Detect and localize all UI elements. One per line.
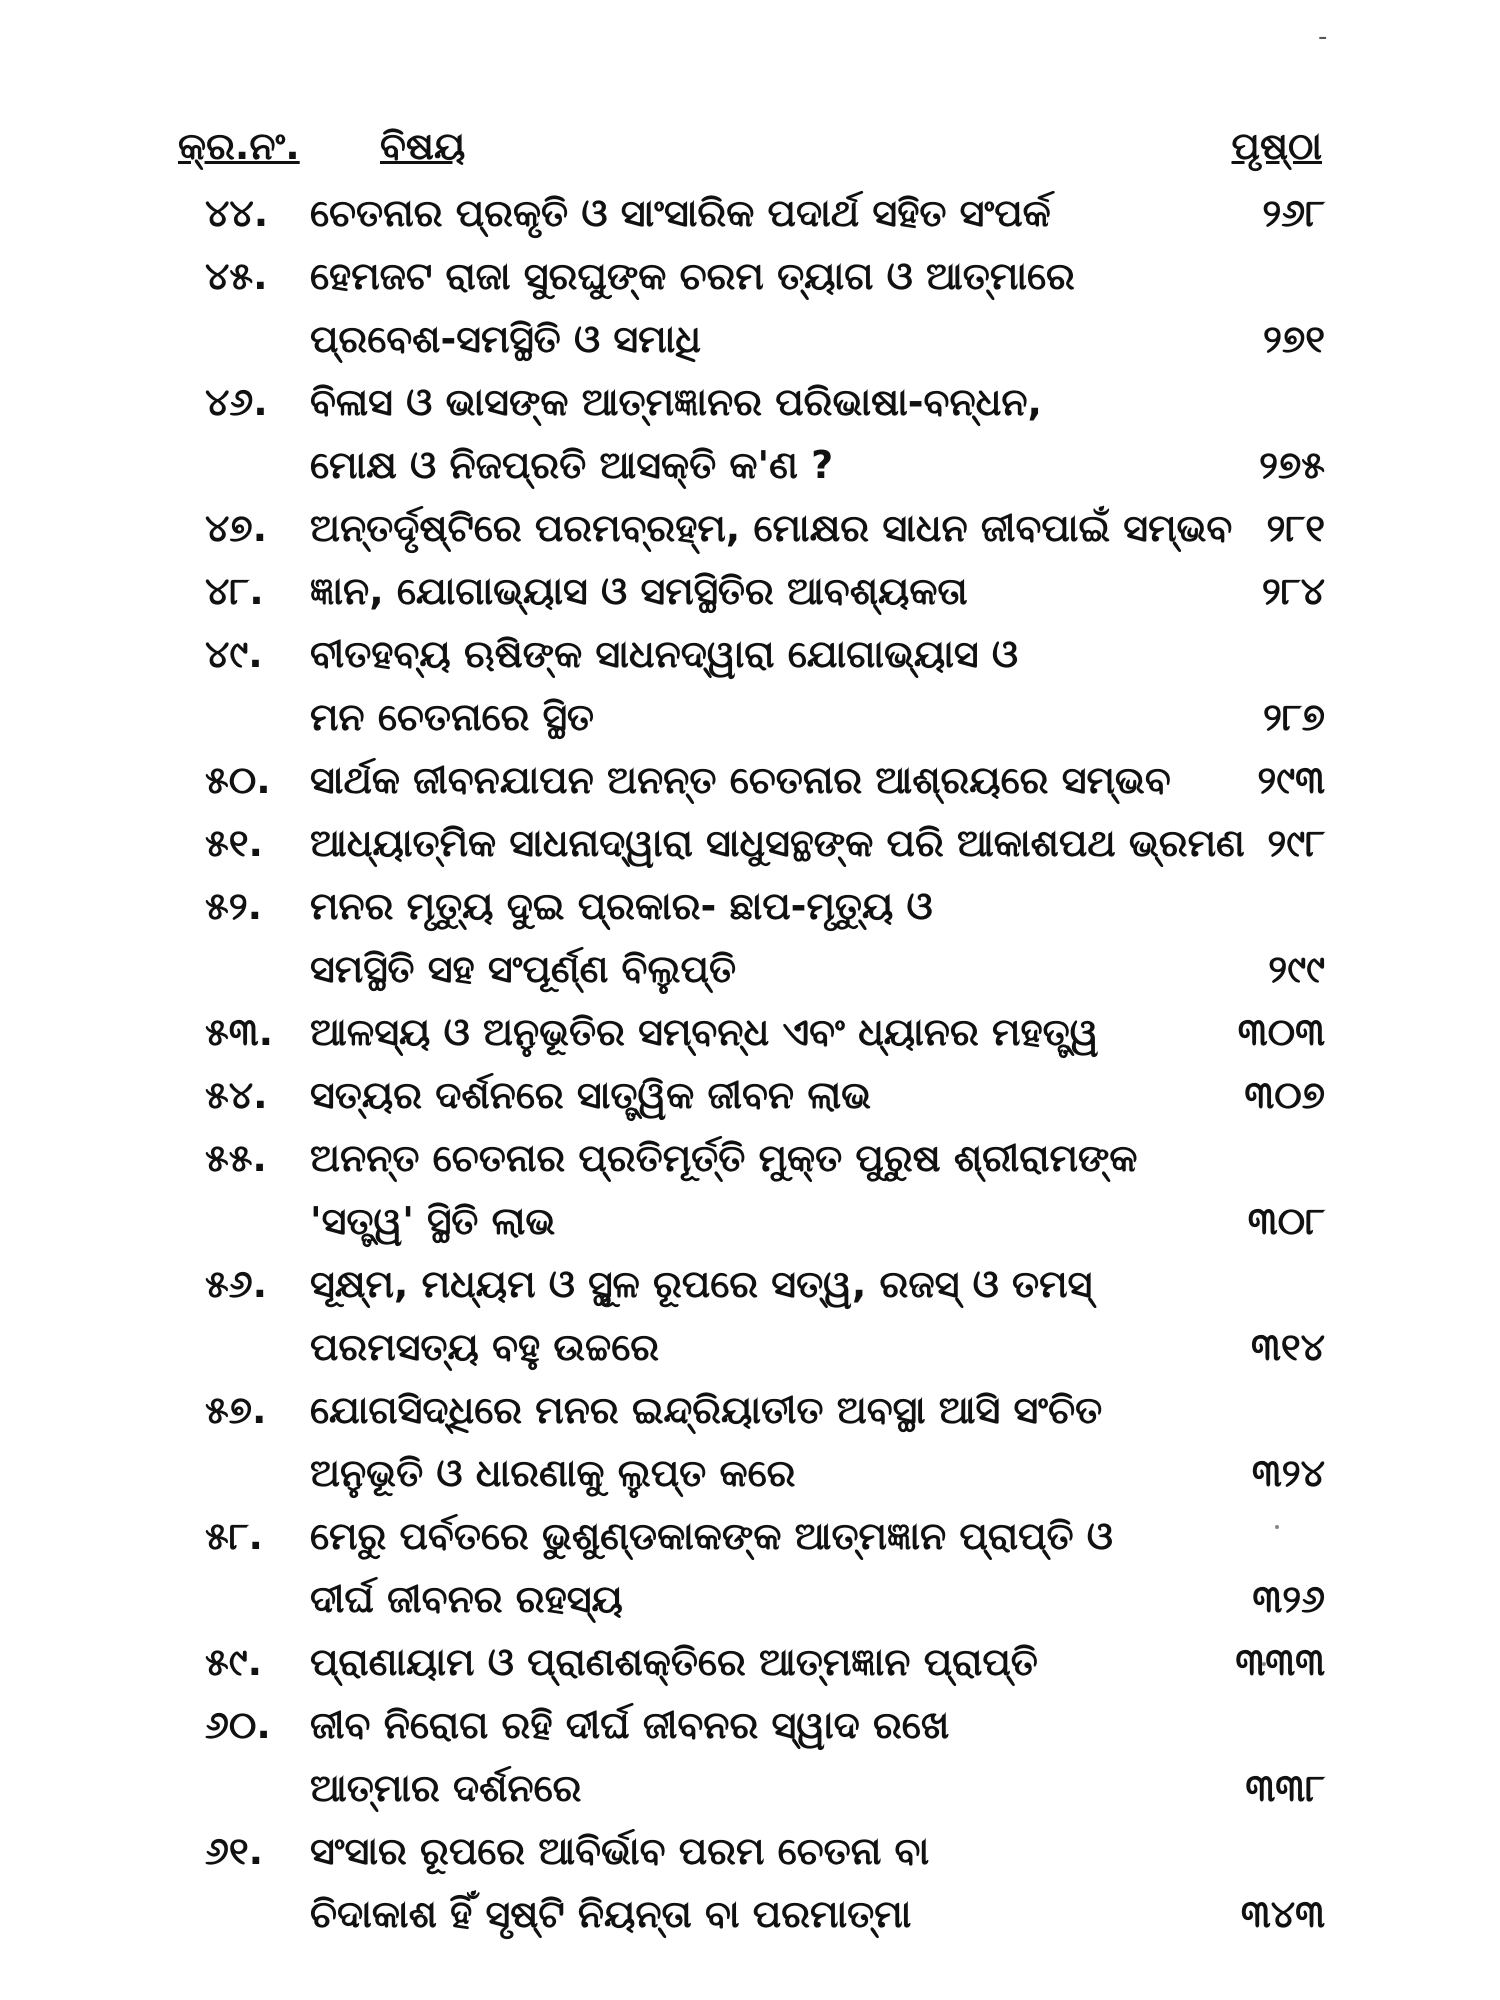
toc-entry — [0, 623, 1500, 749]
toc-entry-line — [0, 434, 1500, 497]
toc-entry-line — [0, 686, 1500, 749]
entry-page-number: ୨୭୫ — [1259, 443, 1325, 487]
toc-entry — [0, 182, 1500, 245]
toc-entry-line — [0, 938, 1500, 1001]
entry-title: ସାର୍ଥକ ଜୀବନଯାପନ ଅନନ୍ତ ଚେତନାର ଆଶ୍ରୟରେ ସମ୍ଭବ — [310, 758, 1171, 802]
entry-number: ୪୬. — [205, 380, 268, 424]
entry-page-number: ୩୦୭ — [1244, 1073, 1325, 1117]
toc-entry-line — [0, 245, 1500, 308]
entry-title: ଯୋଗସିଦ୍ଧିରେ ମନର ଇନ୍ଦ୍ରିୟାତୀତ ଅବସ୍ଥା ଆସି ସଂଚିତ — [310, 1388, 1103, 1432]
entry-title: ଅନୁଭୂତି ଓ ଧାରଣାକୁ ଲୁପ୍ତ କରେ — [310, 1451, 796, 1495]
toc-entry — [0, 1820, 1500, 1946]
entry-title: ମନର ମୃତ୍ୟୁ ଦୁଇ ପ୍ରକାର- ଛାପ-ମୃତ୍ୟୁ ଓ — [310, 884, 933, 928]
toc-entry — [0, 1127, 1500, 1253]
entry-page-number: ୨୮୭ — [1262, 695, 1325, 739]
toc-entry-line — [0, 560, 1500, 623]
entry-title: ଆଧ୍ୟାତ୍ମିକ ସାଧନାଦ୍ୱାରା ସାଧୁସନ୍ଥଙ୍କ ପରି ଆକାଶପଥ ଭ୍ରମଣ — [310, 821, 1245, 865]
toc-entry — [0, 1694, 1500, 1820]
entry-page-number: ୨୯୮ — [1267, 821, 1325, 865]
toc-entry-line — [0, 1505, 1500, 1568]
page-corner-mark: - — [1318, 22, 1328, 52]
toc-entry-line — [0, 1757, 1500, 1820]
toc-entry — [0, 1505, 1500, 1631]
table-of-contents — [0, 182, 1500, 1946]
entry-page-number: ୨୮୧ — [1266, 506, 1325, 550]
entry-page-number: ୨୯୩ — [1257, 758, 1325, 802]
toc-entry-line — [0, 182, 1500, 245]
entry-page-number: ୨୬୮ — [1262, 191, 1325, 235]
serial-number-heading: କ୍ର.ନଂ. — [178, 124, 300, 168]
entry-title: ଜୀବ ନିରୋଗ ରହି ଦୀର୍ଘ ଜୀବନର ସ୍ୱାଦ ରଖେ — [310, 1703, 950, 1747]
entry-title: ବୀତହବ୍ୟ ଋଷିଙ୍କ ସାଧନଦ୍ୱାରା ଯୋଗାଭ୍ୟାସ ଓ — [310, 632, 1019, 676]
toc-entry-line — [0, 1442, 1500, 1505]
toc-entry-line — [0, 1316, 1500, 1379]
toc-entry — [0, 1064, 1500, 1127]
toc-entry-line — [0, 371, 1500, 434]
entry-title: ଚେତନାର ପ୍ରକୃତି ଓ ସାଂସାରିକ ପଦାର୍ଥ ସହିତ ସଂପର୍କ — [310, 191, 1051, 235]
toc-entry — [0, 875, 1500, 1001]
entry-number: ୫୪. — [205, 1073, 268, 1117]
toc-entry — [0, 1253, 1500, 1379]
entry-number: ୫୦. — [205, 758, 271, 802]
entry-page-number: ୩୧୪ — [1250, 1325, 1325, 1369]
toc-entry-line — [0, 497, 1500, 560]
entry-number: ୫୩. — [205, 1010, 274, 1054]
toc-entry-line — [0, 1379, 1500, 1442]
entry-title: ସମସ୍ଥିତି ସହ ସଂପୂର୍ଣ୍ଣ ବିଲୁପ୍ତି — [310, 947, 737, 991]
entry-number: ୪୭. — [205, 506, 268, 550]
toc-entry — [0, 812, 1500, 875]
toc-entry — [0, 1379, 1500, 1505]
entry-number: ୫୨. — [205, 884, 263, 928]
toc-entry — [0, 749, 1500, 812]
toc-entry-line — [0, 1253, 1500, 1316]
toc-entry-line — [0, 1064, 1500, 1127]
entry-title: ବିଳାସ ଓ ଭାସଙ୍କ ଆତ୍ମଜ୍ଞାନର ପରିଭାଷା-ବନ୍ଧନ, — [310, 380, 1042, 424]
entry-title: ସୂକ୍ଷ୍ମ, ମଧ୍ୟମ ଓ ସ୍ଥୂଳ ରୂପରେ ସତ୍ୱ, ରଜସ୍ ଓ ତମସ୍ — [310, 1262, 1093, 1306]
entry-title: ସଂସାର ରୂପରେ ଆବିର୍ଭାବ ପରମ ଚେତନା ବା — [310, 1829, 930, 1873]
entry-title: ମୋକ୍ଷ ଓ ନିଜପ୍ରତି ଆସକ୍ତି କ'ଣ ? — [310, 443, 834, 487]
toc-entry-line — [0, 1694, 1500, 1757]
toc-entry — [0, 1001, 1500, 1064]
entry-title: ହେମଜଟ ରାଜା ସୁରଘୁଙ୍କ ଚରମ ତ୍ୟାଗ ଓ ଆତ୍ମାରେ — [310, 254, 1075, 298]
entry-title: ଦୀର୍ଘ ଜୀବନର ରହସ୍ୟ — [310, 1577, 623, 1621]
entry-page-number: ୩୦୩ — [1237, 1010, 1325, 1054]
entry-title: ଅନନ୍ତ ଚେତନାର ପ୍ରତିମୂର୍ତ୍ତି ମୁକ୍ତ ପୁରୁଷ ଶ୍ରୀରାମଙ୍କ — [310, 1136, 1138, 1180]
toc-entry-line — [0, 1127, 1500, 1190]
entry-number: ୫୮. — [205, 1514, 263, 1558]
entry-number: ୫୯. — [205, 1640, 263, 1684]
entry-title: ଆତ୍ମାର ଦର୍ଶନରେ — [310, 1766, 582, 1810]
entry-page-number: ୩୩୮ — [1245, 1766, 1325, 1810]
entry-page-number: ୨୭୧ — [1263, 317, 1325, 361]
toc-entry-line — [0, 812, 1500, 875]
entry-title: ପ୍ରବେଶ-ସମସ୍ଥିତି ଓ ସମାଧି — [310, 317, 701, 361]
entry-title: ଅନ୍ତର୍ଦୃଷ୍ଟିରେ ପରମବ୍ରହ୍ମ, ମୋକ୍ଷର ସାଧନ ଜୀବପାଇଁ ସମ୍ଭବ — [310, 506, 1233, 550]
toc-entry-line — [0, 1190, 1500, 1253]
toc-entry — [0, 371, 1500, 497]
entry-page-number: ୩୩୩ — [1235, 1640, 1325, 1684]
entry-title: ପରମସତ୍ୟ ବହୁ ଉଚ୍ଚରେ — [310, 1325, 660, 1369]
toc-entry-line — [0, 1631, 1500, 1694]
toc-entry — [0, 1631, 1500, 1694]
entry-page-number: ୩୨୪ — [1251, 1451, 1325, 1495]
entry-page-number: ୩୪୩ — [1240, 1892, 1325, 1936]
entry-page-number: ୩୨୬ — [1252, 1577, 1325, 1621]
entry-title: ଆଳସ୍ୟ ଓ ଅନୁଭୂତିର ସମ୍ବନ୍ଧ ଏବଂ ଧ୍ୟାନର ମହତ୍ତ୍ୱ — [310, 1010, 1099, 1054]
toc-entry-line — [0, 875, 1500, 938]
entry-number: ୫୬. — [205, 1262, 268, 1306]
entry-page-number: ୨୯୯ — [1268, 947, 1325, 991]
entry-page-number: ୨୮୪ — [1261, 569, 1325, 613]
toc-entry-line — [0, 1568, 1500, 1631]
entry-number: ୬୦. — [205, 1703, 271, 1747]
toc-entry-line — [0, 1001, 1500, 1064]
subject-heading: ବିଷୟ — [380, 124, 466, 168]
entry-title: ପ୍ରାଣାୟାମ ଓ ପ୍ରାଣଶକ୍ତିରେ ଆତ୍ମଜ୍ଞାନ ପ୍ରାପ୍ତି — [310, 1640, 1038, 1684]
entry-title: ଜ୍ଞାନ, ଯୋଗାଭ୍ୟାସ ଓ ସମସ୍ଥିତିର ଆବଶ୍ୟକତା — [310, 569, 968, 613]
entry-title: ମନ ଚେତନାରେ ସ୍ଥିତ — [310, 695, 594, 739]
entry-title: 'ସତ୍ତ୍ୱ' ସ୍ଥିତି ଲାଭ — [310, 1199, 556, 1243]
toc-entry — [0, 245, 1500, 371]
entry-title: ଚିଦାକାଶ ହିଁ ସୃଷ୍ଟି ନିୟନ୍ତା ବା ପରମାତ୍ମା — [310, 1892, 912, 1936]
entry-title: ସତ୍ୟର ଦର୍ଶନରେ ସାତ୍ତ୍ୱିକ ଜୀବନ ଲାଭ — [310, 1073, 871, 1117]
toc-entry-line — [0, 623, 1500, 686]
toc-entry-line — [0, 1820, 1500, 1883]
toc-entry-line — [0, 1883, 1500, 1946]
entry-number: ୫୧. — [205, 821, 263, 865]
entry-title: ମେରୁ ପର୍ବତରେ ଭୁଶୁଣ୍ଡକାକଙ୍କ ଆତ୍ମଜ୍ଞାନ ପ୍ରାପ୍ତି ଓ — [310, 1514, 1113, 1558]
entry-number: ୪୫. — [205, 254, 268, 298]
toc-entry-line — [0, 308, 1500, 371]
entry-page-number: ୩୦୮ — [1247, 1199, 1325, 1243]
entry-number: ୪୯. — [205, 632, 263, 676]
entry-number: ୫୭. — [205, 1388, 267, 1432]
toc-header — [0, 124, 1500, 184]
toc-entry — [0, 497, 1500, 560]
entry-number: ୫୫. — [205, 1136, 267, 1180]
toc-entry-line — [0, 749, 1500, 812]
page-number-heading: ପୃଷ୍ଠା — [1231, 124, 1322, 168]
entry-number: ୬୧. — [205, 1829, 264, 1873]
entry-number: ୪୮. — [205, 569, 264, 613]
toc-entry — [0, 560, 1500, 623]
entry-number: ୪୪. — [205, 191, 269, 235]
